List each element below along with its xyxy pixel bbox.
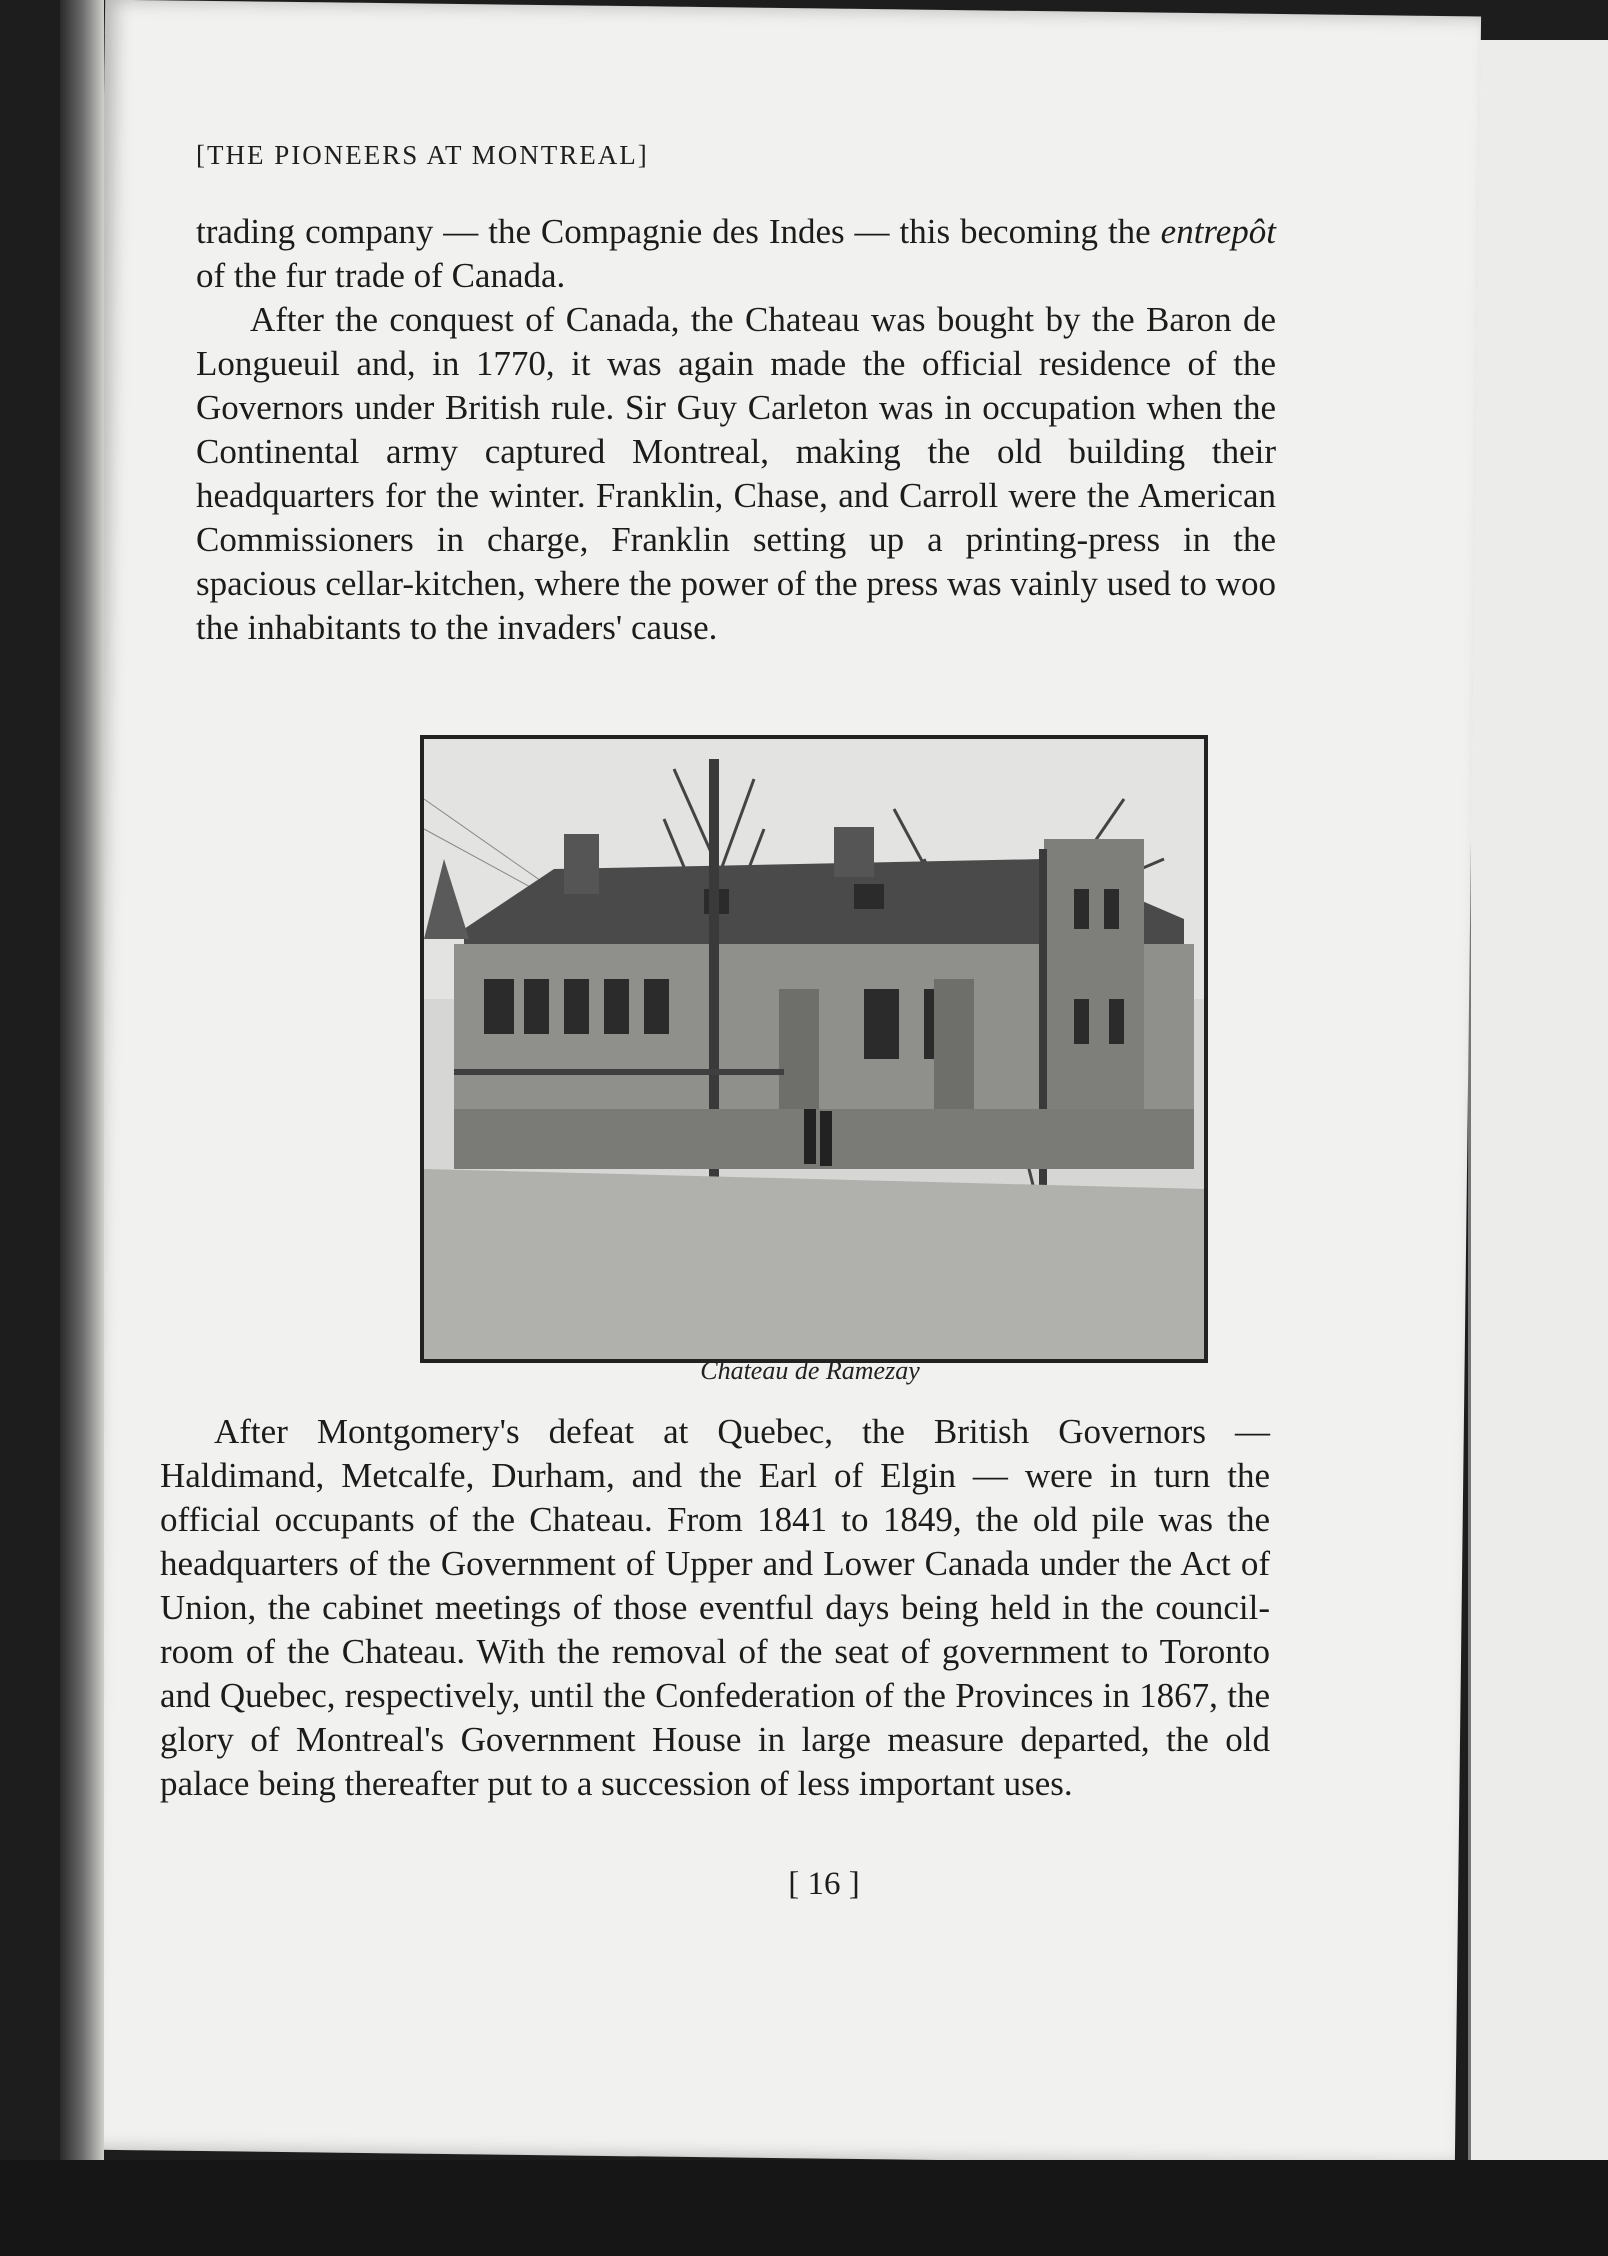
book-gutter [60, 0, 104, 2256]
chateau-photo-illustration [424, 739, 1204, 1359]
entrepot-italic: entrepôt [1160, 212, 1276, 251]
running-head: [THE PIONEERS AT MONTREAL] [196, 140, 649, 170]
chateau-photograph [420, 735, 1208, 1363]
paragraph-continuation [196, 210, 1276, 298]
paragraph-continuation-end: of the fur trade of Canada. [196, 256, 566, 295]
paragraph-conquest: After the conquest of Canada, the Chateau was bought by the Baron de Longueuil and, in 1770, it was again made the official residence of the Governors under British rule. Sir Guy Carleton was in occupation when the Continental army captured Montreal, making the old building their headquarters for the winter. Franklin, Chase, and Carroll were the American Commissioners in charge, Franklin setting up a printing-press in the spacious cellar-kitchen, where the power of the press was vainly used to woo the inhabitants to the invaders' cause. [196, 300, 1276, 647]
page-number: [ 16 ] [788, 1866, 860, 1902]
scan-bottom-edge [0, 2160, 1608, 2256]
text-block-top [196, 210, 1276, 650]
text-block-bottom [160, 1410, 1270, 1806]
paragraph-continuation-text: trading company — the Compagnie des Indes — this becoming the [196, 212, 1151, 251]
figure-caption: Chateau de Ramezay [700, 1356, 920, 1385]
paragraph-montgomery: After Montgomery's defeat at Quebec, the British Governors — Haldimand, Metcalfe, Durham, and the Earl of Elgin — were in turn the official occupants of the Chateau. From 1841 to 1849, the old pile was the headquarters of the Government of Upper and Lower Canada under the Act of Union, the cabinet meetings of those eventful days being held in the council-room of the Chateau. With the removal of the seat of government to Toronto and Quebec, respectively, until the Confederation of the Provinces in 1867, the glory of Montreal's Government House in large measure departed, the old palace being thereafter put to a succession of less important uses. [160, 1412, 1270, 1803]
